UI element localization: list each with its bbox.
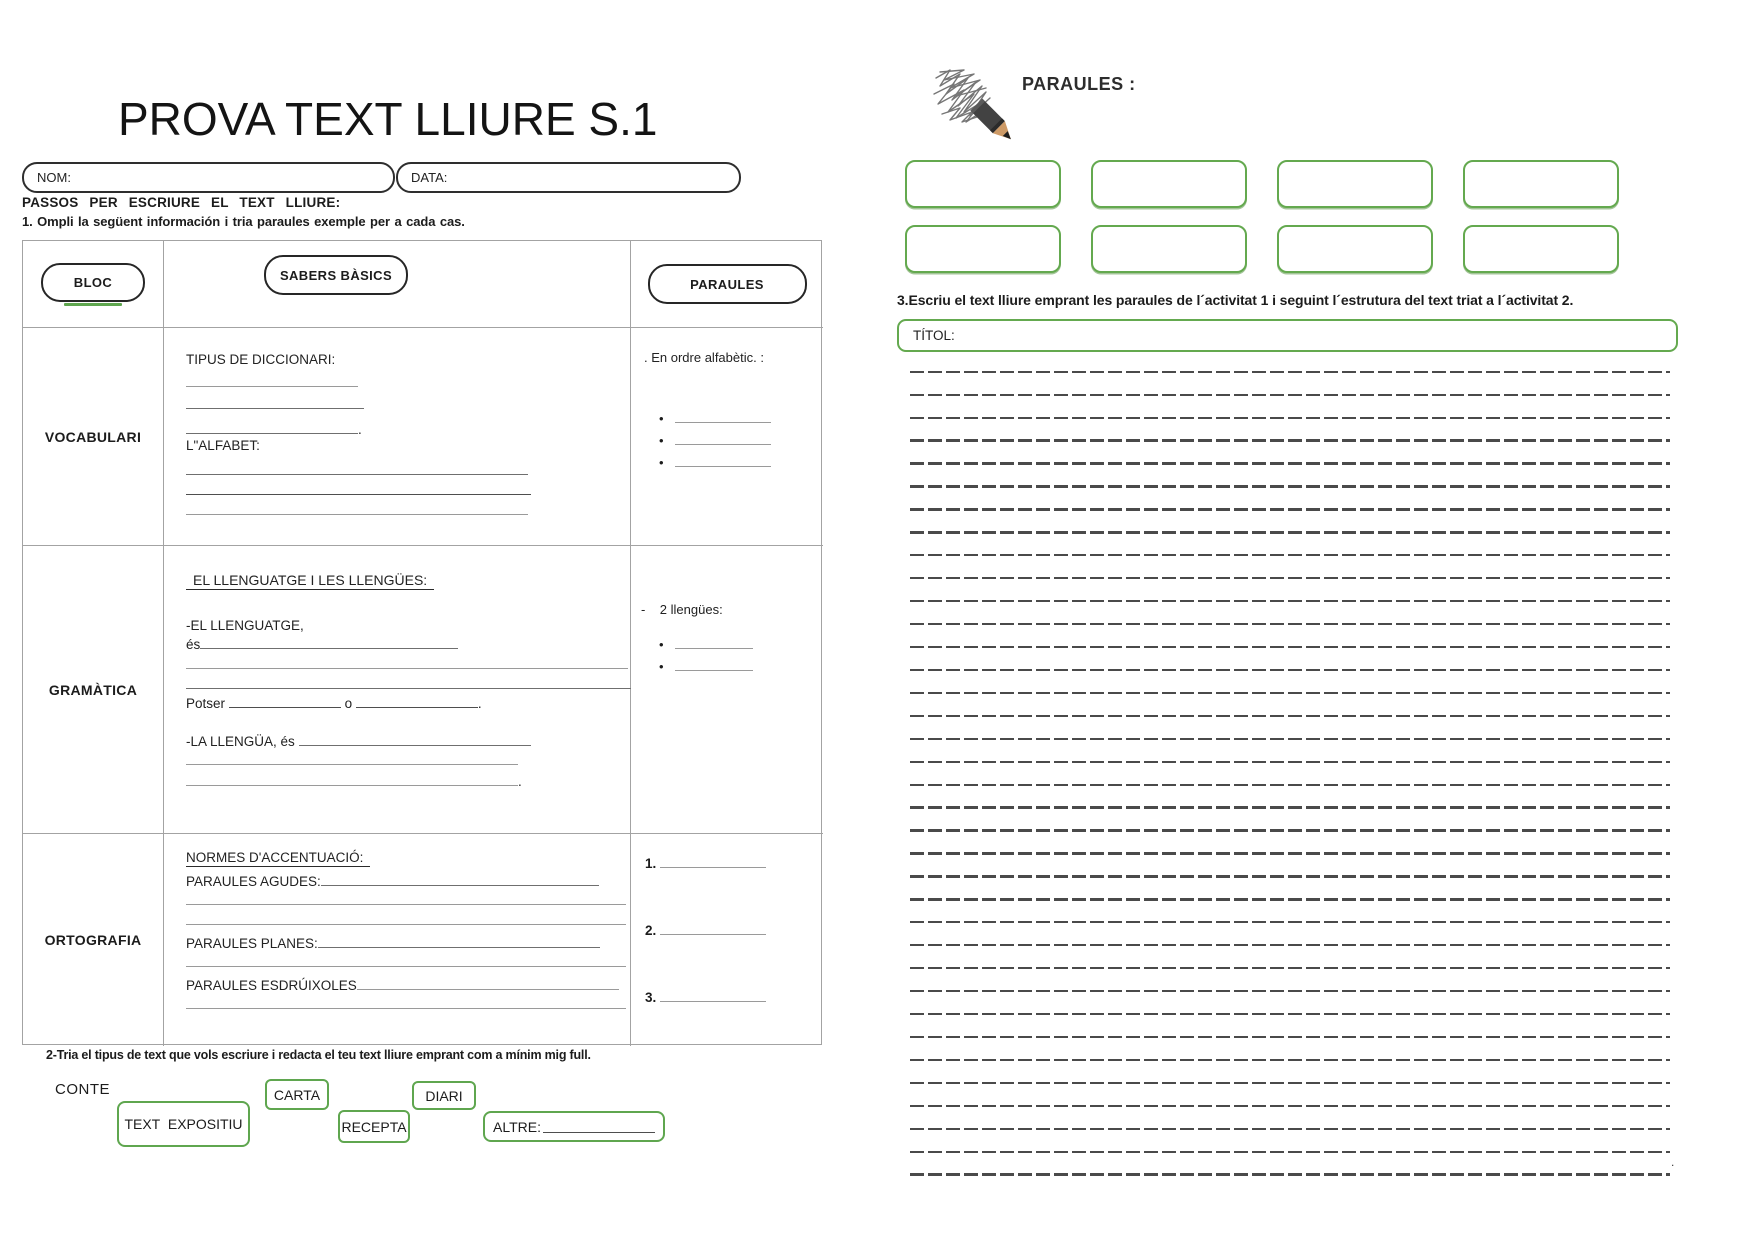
type-option-conte[interactable]: CONTE: [55, 1081, 110, 1098]
writing-line: [910, 740, 1670, 763]
bullet-icon: [659, 411, 675, 426]
es-label: és: [186, 637, 201, 652]
fill-line: [186, 764, 518, 765]
writing-line: [910, 694, 1670, 717]
writing-line: [910, 1153, 1670, 1176]
titol-field[interactable]: [897, 319, 1678, 352]
writing-line: [910, 1107, 1670, 1130]
fill-line: [660, 923, 766, 935]
bullet-icon: [659, 637, 675, 652]
word-box[interactable]: [1463, 160, 1619, 208]
fill-line: [186, 408, 364, 409]
header-cell-bloc: [23, 241, 164, 328]
writing-area[interactable]: [910, 350, 1670, 1176]
vocabulari-sabers-cell: [164, 328, 631, 546]
fill-line: [321, 874, 599, 886]
fill-line: [186, 688, 631, 689]
passos-heading: PASSOS PER ESCRIURE EL TEXT LLIURE:: [22, 195, 341, 210]
fill-line: [186, 386, 358, 387]
writing-line: [910, 602, 1670, 625]
number-label: 2.: [645, 923, 657, 938]
fill-line: [200, 637, 458, 649]
writing-line: [910, 534, 1670, 557]
bullet-item: [659, 454, 771, 476]
tipus-diccionari-label: TIPUS DE DICCIONARI:: [186, 352, 336, 367]
bullet-icon: [659, 433, 675, 448]
nom-field[interactable]: [22, 162, 395, 193]
word-box[interactable]: [905, 225, 1061, 273]
header-cell-sabers: [164, 241, 631, 328]
paraules-pill: PARAULES: [648, 264, 807, 304]
writing-line: [910, 832, 1670, 855]
line-period: .: [477, 696, 482, 711]
vocabulari-paraules-cell: [631, 328, 823, 546]
paraules-agudes-label: PARAULES AGUDES:: [186, 874, 321, 889]
bloc-pill: BLOC: [41, 263, 145, 302]
fill-line: [675, 433, 771, 445]
numbered-blank: [645, 923, 766, 938]
fill-line: [675, 637, 753, 649]
pencil-scribble-icon: [930, 64, 1035, 156]
sabers-basics-pill: SABERS BÀSICS: [264, 255, 408, 295]
type-option-altre[interactable]: [483, 1111, 665, 1142]
fill-line: [675, 411, 771, 423]
writing-line: [910, 442, 1670, 465]
type-option-diari[interactable]: DIARI: [412, 1081, 476, 1110]
writing-line: [910, 717, 1670, 740]
bullet-icon: [659, 455, 675, 470]
fill-line: [186, 668, 628, 669]
dues-llengues-note: 2 llengües:: [659, 602, 723, 617]
fill-line: [186, 494, 531, 495]
writing-line: [910, 556, 1670, 579]
type-option-recepta[interactable]: RECEPTA: [338, 1110, 410, 1143]
dash-mark: -: [641, 602, 646, 617]
word-box[interactable]: [905, 160, 1061, 208]
data-field[interactable]: [396, 162, 741, 193]
numbered-blank: [645, 990, 766, 1005]
writing-line: [910, 1038, 1670, 1061]
word-box[interactable]: [1463, 225, 1619, 273]
o-label: o: [344, 696, 353, 711]
word-box[interactable]: [1091, 225, 1247, 273]
writing-line: [910, 396, 1670, 419]
row-label-gramatica: GRAMÀTICA: [23, 546, 164, 834]
alfabet-label: L"ALFABET:: [186, 438, 260, 453]
number-label: 3.: [645, 990, 657, 1005]
bullet-item: [659, 432, 771, 454]
writing-line: [910, 373, 1670, 396]
writing-line: [910, 923, 1670, 946]
altre-fill-line: [543, 1121, 655, 1133]
step3-instruction: 3.Escriu el text lliure emprant les paraules de l´activitat 1 i seguint l´estrutura del text triat a l´activitat 2.: [897, 292, 1574, 308]
header-cell-paraules: [631, 241, 823, 328]
paraules-heading: PARAULES :: [1022, 74, 1136, 94]
row-label-ortografia: ORTOGRAFIA: [23, 834, 164, 1046]
gramatica-paraules-cell: [631, 546, 823, 834]
writing-line: [910, 1015, 1670, 1038]
vocab-bullet-list: [659, 410, 771, 476]
fill-line: [186, 514, 528, 515]
fill-line: [675, 659, 753, 671]
writing-line: [910, 625, 1670, 648]
number-label: 1.: [645, 856, 657, 871]
step2-instruction: 2-Tria el tipus de text que vols escriure i redacta el teu text lliure emprant com a mínim mig full.: [46, 1048, 591, 1062]
fill-line: [675, 455, 771, 467]
writing-line: [910, 511, 1670, 534]
writing-line: [910, 786, 1670, 809]
fill-line: [186, 422, 358, 434]
fill-line: [186, 904, 626, 905]
la-llengua-label: -LA LLENGÜA, és: [186, 734, 295, 749]
ordre-alfabetic-note: . En ordre alfabètic. :: [644, 350, 764, 365]
writing-line: [910, 488, 1670, 511]
fill-line: [299, 734, 531, 746]
writing-line: [910, 992, 1670, 1015]
writing-line: [910, 419, 1670, 442]
end-period: .: [1671, 1155, 1675, 1169]
writing-line: [910, 350, 1670, 373]
writing-line: [910, 809, 1670, 832]
type-option-text-expositiu[interactable]: TEXT EXPOSITIU: [117, 1101, 250, 1147]
writing-line: [910, 1130, 1670, 1153]
line-period: .: [518, 774, 522, 789]
row-label-vocabulari: VOCABULARI: [23, 328, 164, 546]
writing-line: [910, 465, 1670, 488]
paraules-esdruixoles-label: PARAULES ESDRÚIXOLES: [186, 978, 357, 993]
fill-line: [186, 1008, 626, 1009]
titol-label: TÍTOL:: [913, 328, 955, 343]
gram-bullet-list: [659, 636, 753, 680]
type-option-carta[interactable]: CARTA: [265, 1079, 329, 1110]
word-box[interactable]: [1277, 160, 1433, 208]
fill-line: [660, 856, 766, 868]
el-llenguatge-label: -EL LLENGUATGE,: [186, 618, 304, 633]
page-title: PROVA TEXT LLIURE S.1: [118, 93, 658, 145]
gramatica-sabers-cell: [164, 546, 631, 834]
bloc-table: [22, 240, 822, 1045]
word-boxes-grid: [905, 160, 1645, 273]
fill-line: [186, 924, 626, 925]
writing-line: [910, 1061, 1670, 1084]
data-label: DATA:: [411, 170, 448, 185]
ortografia-paraules-cell: [631, 834, 823, 1046]
fill-line: [660, 990, 766, 1002]
writing-line: [910, 878, 1670, 901]
writing-line: [910, 763, 1670, 786]
fill-line: [356, 696, 478, 708]
word-box[interactable]: [1091, 160, 1247, 208]
writing-line: [910, 579, 1670, 602]
step1-instruction: 1. Ompli la següent información i tria paraules exemple per a cada cas.: [22, 214, 465, 229]
fill-line: [186, 966, 626, 967]
fill-line: [357, 978, 619, 990]
bloc-green-underline: [64, 303, 122, 306]
writing-line: [910, 901, 1670, 924]
ortografia-sabers-cell: [164, 834, 631, 1046]
bullet-item: [659, 410, 771, 432]
altre-label: ALTRE:: [493, 1118, 541, 1135]
writing-line: [910, 648, 1670, 671]
bullet-item: [659, 658, 753, 680]
writing-line: [910, 969, 1670, 992]
numbered-blank: [645, 856, 766, 871]
fill-line: [229, 696, 341, 708]
bullet-icon: [659, 659, 675, 674]
normes-accentuacio-heading: NORMES D'ACCENTUACIÓ:: [186, 850, 370, 867]
writing-line: [910, 946, 1670, 969]
nom-label: NOM:: [37, 170, 71, 185]
writing-line: [910, 671, 1670, 694]
word-box[interactable]: [1277, 225, 1433, 273]
bullet-item: [659, 636, 753, 658]
writing-line: [910, 855, 1670, 878]
fill-line: [318, 936, 600, 948]
llenguatge-llengues-heading: EL LLENGUATGE I LES LLENGÜES:: [186, 572, 434, 590]
writing-line: [910, 1084, 1670, 1107]
fill-line: [186, 774, 518, 786]
potser-label: Potser: [186, 696, 226, 711]
paraules-planes-label: PARAULES PLANES:: [186, 936, 318, 951]
fill-line: [186, 474, 528, 475]
line-period: .: [358, 422, 362, 437]
